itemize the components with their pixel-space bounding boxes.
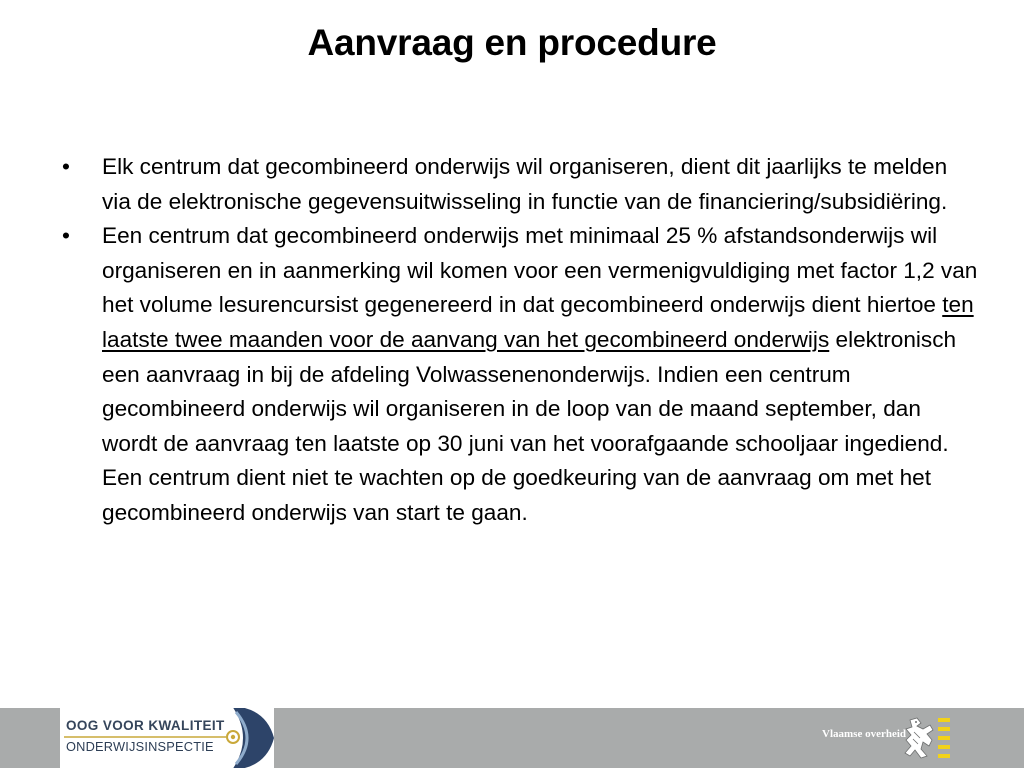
bullet-marker: • bbox=[62, 223, 70, 249]
logo-title: OOG VOOR KWALITEIT bbox=[66, 718, 225, 733]
logo-subtitle: ONDERWIJSINSPECTIE bbox=[66, 739, 214, 754]
brand-bars-icon bbox=[938, 718, 950, 758]
flemish-lion-icon bbox=[902, 716, 936, 760]
bullet-list bbox=[58, 150, 978, 531]
bullet-text-end: elektronisch een aanvraag in bij de afdeling Volwassenenonderwijs. Indien een centrum gecombineerd onderwijs wil organiseren in de loop van de maand september, dan wordt de aanvraag ten laatste op 30 juni van het voorafgaande schooljaar ingediend. Een centrum dient niet te wachten op de goedkeuring van de aanvraag om met het gecombineerd onderwijs van start te gaan. bbox=[102, 326, 957, 525]
eye-logo-icon bbox=[60, 708, 274, 768]
government-name: Vlaamse overheid bbox=[822, 728, 907, 740]
inspectie-logo bbox=[60, 708, 274, 768]
slide-title: Aanvraag en procedure bbox=[307, 22, 717, 63]
bullet-marker: • bbox=[62, 154, 70, 179]
bullet-item-1 bbox=[58, 150, 978, 219]
bullet-text: Elk centrum dat gecombineerd onderwijs wil organiseren, dient dit jaarlijks te melden via de elektronische gegevensuitwisseling in functie van de financiering/subsidiëring. bbox=[102, 154, 948, 214]
footer-bar bbox=[0, 708, 1024, 768]
bullet-text-start: Een centrum dat gecombineerd onderwijs met minimaal 25 % afstandsonderwijs wil organiseren en in aanmerking wil komen voor een vermenigvuldiging met factor 1,2 van het volume lesurencursist gegenereerd in dat gecombineerd onderwijs dient hiertoe bbox=[102, 223, 978, 318]
bullet-item-2 bbox=[58, 219, 978, 530]
bullet-text-underlined: ten laatste twee maanden voor de aanvang van het gecombineerd onderwijs bbox=[102, 292, 974, 352]
